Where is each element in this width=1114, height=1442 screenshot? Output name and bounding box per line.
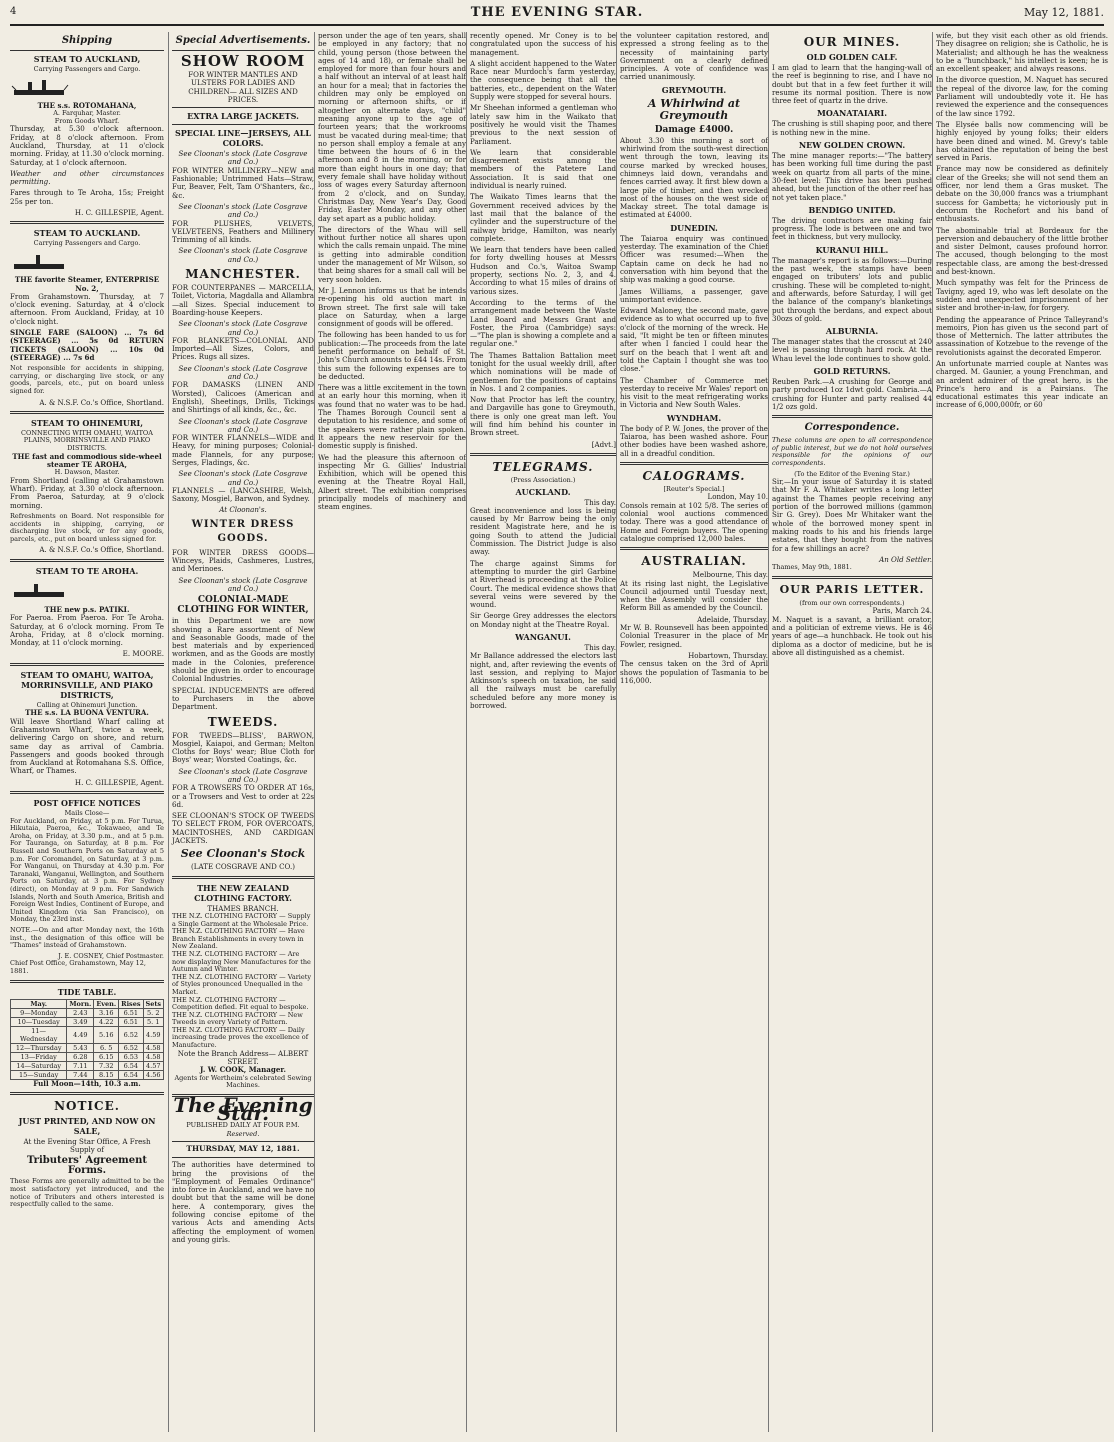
tide-col-header: Sets — [143, 999, 164, 1008]
mine-report: The mine manager reports:—"The battery has been working full time during the past week on quartz from all parts of the mine. 30-feet level: This drive has been pushed ahead, but the junction of the other reef has not yet taken place." — [772, 151, 932, 202]
dateline-wanganui: WANGANUI. — [515, 632, 571, 642]
table-row — [11, 1017, 164, 1026]
whirlwind-heading: A Whirlwind at Greymouth — [647, 96, 741, 122]
paris-letter-paragraph: An unfortunate married couple at Nantes was charged. M. Gaunier, a young Frenchman, and an ardent admirer of the great hero, is the Prince's hero and is a Pairsians. The educational estimates this year indicate an increase of 6,000,000fr, or 60 — [936, 358, 1108, 410]
tide-cell: 6.52 — [119, 1026, 143, 1043]
branch-address: Note the Branch Address— ALBERT STREET. — [177, 1048, 309, 1066]
tide-cell: 4.56 — [143, 1070, 164, 1079]
editorial-date: THURSDAY, MAY 12, 1881. — [186, 1143, 300, 1153]
letter-date: Thames, May 9th, 1881. — [772, 563, 852, 572]
tide-col-header: May. — [11, 999, 67, 1008]
tide-cell: 15—Sunday — [11, 1070, 67, 1079]
news-paragraph: We learn that considerable disagreement exists among the members of the Patetere Land Association. It is said that one individual is nearly ruined. — [470, 147, 616, 191]
table-row — [11, 1061, 164, 1070]
correspondence-note: These columns are open to all correspondence of public interest, but we do not hold ourselves responsible for the opinions of our correspondents. — [772, 436, 932, 467]
divider — [10, 221, 164, 224]
tide-cell: 6.28 — [67, 1052, 94, 1061]
agent-signature: A. & N.S.F. Co.'s Office, Shortland. — [39, 397, 164, 407]
telegram-paragraph: Mr Ballance addressed the electors last night, and, after reviewing the events of last session, and replying to Major Atkinson's speech on taxation, he said all the railways must be carefully scheduled before any more money is borrowed. — [470, 651, 616, 711]
steamship-icon — [10, 250, 70, 272]
telegram-paragraph: James Williams, a passenger, gave unimportant evidence. — [620, 286, 768, 304]
tide-col-header: Morn. — [67, 999, 94, 1008]
tide-cell: 13—Friday — [11, 1052, 67, 1061]
news-paragraph: Mr Sheehan informed a gentleman who lately saw him in the Waikato that positively he would visit the Thames previous to the next session of Parliament. — [470, 103, 616, 146]
ad-subheading: Carrying Passengers and Cargo. — [33, 239, 141, 248]
agent-signature: H. C. GILLESPIE, Agent. — [74, 777, 164, 787]
tide-cell: 7.44 — [67, 1070, 94, 1079]
mine-heading: ALBURNIA. — [825, 326, 879, 337]
news-paragraph: recently opened. Mr Coney is to be congratulated upon the success of his management. — [470, 32, 616, 57]
editorial-paragraph: Mr J. Lennon informs us that he intends re-opening his old auction mart in Brown street. The first sale will take place on Saturday, when a large consignment of goods will be offered. — [318, 285, 466, 329]
notice-heading: NOTICE. — [54, 1098, 120, 1113]
this-day: This day. — [584, 497, 616, 507]
paris-letter-heading: OUR PARIS LETTER. — [779, 582, 925, 596]
advt-mark: [Advt.] — [591, 439, 616, 449]
tide-cell: 4.57 — [143, 1061, 164, 1070]
tide-cell: 10—Tuesday — [11, 1017, 67, 1026]
tide-cell: 5. 1 — [143, 1017, 164, 1026]
liability-note: Not responsible for accidents in shipping, carrying, or discharging live stock, or any goods, parcels, etc., put on board unless signed for. — [10, 364, 164, 395]
paris-letter-paragraph: Pending the appearance of Prince Talleyrand's memoirs, Pion has given us the second part of those of Metternich. The latter attributes the assassination of Kotzebue to the revenge of the revolutionists against the decorated Emperor. — [936, 314, 1108, 357]
dateline-melbourne: Melbourne, This day. — [692, 570, 768, 580]
tide-cell: 6.53 — [119, 1052, 143, 1061]
tide-cell: 7.11 — [67, 1061, 94, 1070]
notice-text: At the Evening Star Office, A Fresh Supply of — [23, 1136, 151, 1155]
tide-cell: 8.15 — [94, 1070, 119, 1079]
mine-heading: OLD GOLDEN CALF. — [806, 52, 898, 62]
post-office-subheading: Mails Close— — [64, 809, 110, 818]
schedule-text: From Grahamstown. Thursday, at 7 o'clock evening. Saturday, at 4 o'clock afternoon. From Auckland, Friday, at 10 o'clock night. — [10, 291, 164, 326]
dress-goods-text: FOR WINTER DRESS GOODS—Winceys, Plaids, Cashmeres, Lustres, and Merinoes. — [172, 547, 314, 574]
tide-cell: 6.54 — [119, 1070, 143, 1079]
fares-text: Fares through to Te Aroha, 15s; Freight 25s per ton. — [10, 188, 164, 206]
tweeds-heading: TWEEDS. — [207, 714, 279, 729]
tide-cell: 4.22 — [94, 1017, 119, 1026]
agents-note: Agents for Wertheim's celebrated Sewing Machines. — [174, 1073, 312, 1090]
full-moon-note: Full Moon—14th, 10.3 a.m. — [33, 1078, 141, 1088]
millinery-text: FOR WINTER MILLINERY—NEW and Fashionable; Untrimmed Hats—Straw, Fur, Beaver, Felt, Tam O'Shanters, &c., &c. — [172, 165, 314, 200]
list-item: THE N.Z. CLOTHING FACTORY — Supply a Single Garment at the Wholesale Price. — [172, 911, 311, 928]
cable-paragraph: Consols remain at 102 5/8. The series of colonial wool auctions commenced today. There was a good attendance of Home and Foreign buyers. The opening catalogue comprised 12,000 bales. — [620, 500, 768, 543]
gold-returns-text: Reuben Park.—A crushing for George and party produced 1oz 1dwt gold. Cambria.—A crushing for Hunter and party realised 44 1/2 ozs gold. — [772, 377, 932, 411]
schedule-text: Will leave Shortland Wharf calling at Grahamstown Wharf, twice a week, delivering Cargo on shore, and return same day as arrival of Cambria. Passengers and goods booked through from Auckland at Rotomahana S.S. Office, Wharf, or Thames. — [10, 716, 164, 776]
ship-name: THE favorite Steamer, ENTERPRISE No. 2, — [14, 275, 160, 293]
divider — [10, 411, 164, 414]
ad-heading: STEAM TO AUCKLAND. — [33, 228, 141, 239]
editorial-paragraph: There was a little excitement in the town at an early hour this morning, when it was found that no water was to be had. The Thames Borough Council sent a deputation to his residence, and some of the speakers were rather plain spoken. It appears the new reservoir for the domestic supply is finished. — [318, 383, 466, 451]
letter-signature: An Old Settler. — [879, 554, 932, 564]
flannels-text: FLANNELS — (LANCASHIRE, Welsh, Saxony, Mosgiel, Barwon, and Sydney. — [172, 485, 314, 504]
telegram-paragraph: About 3.30 this morning a sort of whirlwind from the south-west direction went through the town, leaving its course marked by wrecked houses, chimneys laid down, verandahs and fences carried away. It first blew down a large pile of timber, and then wrecked most of the houses on the west side of Mackay street. The total damage is estimated at £4000. — [620, 135, 768, 220]
cable-paragraph: Mr W. B. Rounsevell has been appointed Colonial Treasurer in the place of Mr Fowler, resigned. — [620, 623, 768, 649]
nz-clothing-heading: THE NEW ZEALAND CLOTHING FACTORY. — [194, 882, 292, 903]
mine-heading: NEW GOLDEN CROWN. — [798, 140, 906, 151]
dateline-hobart: Hobartown, Thursday. — [688, 650, 768, 660]
divider — [470, 453, 616, 456]
letter-body: Sir,—In your issue of Saturday it is stated that Mr F. A. Whitaker writes a long letter against the Thames people receiving any portion of the borrowed millions (gammon Sir G. Grey). Does Mr Whitaker want the whole of the borrowed money spent in making roads to his and his friends large estates, that they bought from the natives for a few shillings an acre? — [772, 477, 932, 553]
cloonan-note: See Cloonan's stock (Late Cosgrave and Co.) — [178, 416, 308, 434]
liability-note: Refreshments on Board. Not responsible for accidents in shipping, carrying, or discharging live stock, or for any goods, parcels, etc., put on board unless signed for. — [10, 512, 164, 543]
notice-body: These Forms are generally admitted to be the most satisfactory yet introduced, and the notice of Tributers and others interested is respectfully called to the same. — [10, 1177, 164, 1209]
divider — [620, 462, 768, 465]
list-item: THE N.Z. CLOTHING FACTORY — Have Branch Establishments in every town in New Zealand. — [172, 927, 305, 951]
fares-text: SINGLE FARE (SALOON) ... 7s 6d (STEERAGE) ... 5s 0d RETURN TICKETS (SALOON) ... 10s 0d (STEERAGE) ... 7s 6d — [10, 328, 164, 362]
tide-cell: 4.58 — [143, 1052, 164, 1061]
reserved-note: Reserved. — [226, 1129, 260, 1138]
divider — [172, 50, 314, 51]
editorial-paragraph: The following has been handed to us for publication:—The proceeds from the late benefit performance on behalf of St. John's Church amounts to £44 14s. From this sum the following expenses are to be deducted. — [318, 330, 466, 381]
press-association: (Press Association.) — [510, 475, 576, 484]
paper-title: The Evening Star. — [173, 1092, 313, 1126]
calograms-heading: CALOGRAMS. — [642, 468, 746, 483]
trousers-text: FOR A TROWSERS TO ORDER AT 16s, or a Trowsers and Vest to order at 22s 6d. — [172, 783, 314, 809]
ship-name: THE s.s. LA BUONA VENTURA. — [25, 708, 149, 718]
ship-name: THE fast and commodious side-wheel steamer TE AROHA, — [12, 451, 162, 469]
telegram-paragraph: The body of P. W. Jones, the prover of the Taiaroa, has been washed ashore. Four other bodies have been washed ashore, all in a dreadful condition. — [620, 423, 768, 458]
editorial-lead: The authorities have determined to bring the provisions of the "Employment of Females Ordinance" into force in Auckland, and we have no doubt but that the same will be done here. A contemporary, gives the following concise epitome of the various Acts and amending Acts affecting the employment of women and young girls. — [172, 1160, 314, 1244]
issue-date: May 12, 1881. — [1023, 6, 1104, 19]
colonial-clothing-heading: COLONIAL-MADE CLOTHING FOR WINTER, — [177, 595, 309, 616]
cloonan-note: See Cloonan's stock (Late Cosgrave and Co.) — [178, 575, 308, 593]
telegram-paragraph: the volunteer capitation restored, and expressed a strong feeling as to the necessity of maintaining party Government on a clearly defined principles. A vote of confidence was carried unanimously. — [620, 32, 768, 82]
mine-report: The driving contractors are making fair progress. The lode is between one and two feet in thickness, but very mullocky. — [772, 215, 932, 242]
tide-col-header: Even. — [94, 999, 119, 1008]
ad-subheading: CONNECTING WITH OMAHU, WAITOA PLAINS, MORRINSVILLE AND PIAKO DISTRICTS. — [21, 428, 153, 453]
news-paragraph: According to the terms of the arrangement made between the Waste Land Board and Messrs Grant and Foster, the Piroa (Cambridge) says:—"The plan is showing a complete and a regular one." — [470, 297, 616, 349]
tide-cell: 6.51 — [119, 1008, 143, 1017]
published-note: PUBLISHED DAILY AT FOUR P.M. — [186, 1121, 300, 1130]
cloonan-note: See Cloonan's stock (Late Cosgrave and Co.) — [178, 149, 308, 167]
notice-subheading: JUST PRINTED, AND NOW ON SALE, — [18, 1115, 156, 1136]
ad-heading: STEAM TO TE AROHA. — [35, 565, 139, 576]
tide-cell: 11—Wednesday — [11, 1026, 67, 1043]
table-row — [11, 1052, 164, 1061]
agent-signature: A. & N.S.F. Co.'s Office, Shortland. — [39, 545, 164, 555]
show-room-text: FOR WINTER MANTLES AND ULSTERS FOR LADIES AND CHILDREN— ALL SIZES AND PRICES. — [188, 70, 298, 104]
dateline-auckland: AUCKLAND. — [515, 486, 571, 497]
weather-note: Weather and other circumstances permitting. — [10, 168, 164, 187]
telegram-paragraph: The charge against Simms for attempting to murder the girl Garbine at Riverhead is proceeding at the Police Court. The medical evidence shows that several veins were severed by the wound. — [470, 558, 616, 610]
dateline-dunedin: DUNEDIN. — [670, 222, 718, 233]
this-day: This day. — [584, 643, 616, 652]
mine-heading: KURANUI HILL. — [815, 244, 889, 255]
paris-letter-paragraph: In the divorce question, M. Naquet has secured the repeal of the divorce law, for the coming Parliament will undoubtedly vote it. He has reviewed the experience and the consequences of the law since 1792. — [936, 75, 1108, 118]
cloonan-note: See Cloonan's stock (Late Cosgrave and Co.) — [178, 469, 308, 487]
steamship-icon — [10, 76, 70, 98]
jerseys-heading: SPECIAL LINE—JERSEYS, ALL COLORS. — [174, 128, 312, 149]
column-editorial — [314, 32, 469, 1432]
ad-heading: STEAM TO OMAHU, WAITOA, MORRINSVILLE, AND PIAKO DISTRICTS, — [20, 669, 154, 700]
mine-heading: BENDIGO UNITED. — [808, 204, 896, 215]
postmaster-signature: J. E. COSNEY, Chief Postmaster. — [58, 951, 164, 960]
telegram-paragraph: The Taiaroa enquiry was continued yesterday. The examination of the Chief Officer was resumed:—When the Captain came on deck he had no conversation with him beyond that the ship was making a good course. — [620, 233, 768, 285]
tide-cell: 4.58 — [143, 1043, 164, 1052]
gold-returns-heading: GOLD RETURNS. — [813, 366, 891, 377]
tide-cell: 6.15 — [94, 1052, 119, 1061]
cable-paragraph: At its rising last night, the Legislative Council adjourned until Tuesday next, when the Assembly will consider the Reform Bill as amended by the Council. — [620, 578, 768, 613]
paris-letter-paragraph: wife, but they visit each other as old friends. They disagree on religion; she is Catholic, he is Materialist; and although he has the weakness to be a "hunchback," his intellect is keen; he is an excellent speaker, and always reasons. — [936, 32, 1108, 74]
plushes-text: FOR PLUSHES, VELVETS, VELVETEENS, Feathers and Millinery Trimming of all kinds. — [172, 218, 314, 245]
divider — [10, 559, 164, 562]
list-item: THE N.Z. CLOTHING FACTORY — Competition defied. Fit equal to bespoke. — [172, 995, 309, 1012]
ad-heading: STEAM TO OHINEMURI, — [30, 417, 144, 428]
ship-name: THE s.s. ROTOMAHANA, — [37, 100, 137, 110]
tide-col-header: Rises — [119, 999, 143, 1008]
divider — [10, 50, 164, 51]
dateline-greymouth: GREYMOUTH. — [661, 84, 727, 95]
tide-table-header — [11, 999, 164, 1008]
telegram-paragraph: Sir George Grey addresses the electors on Monday night at the Theatre Royal. — [470, 611, 616, 629]
tide-cell: 5.43 — [67, 1043, 94, 1052]
reuters-special: [Reuter's Special.] — [663, 484, 725, 493]
dress-goods-heading: WINTER DRESS GOODS. — [191, 518, 295, 544]
divider — [772, 576, 932, 579]
news-paragraph: Now that Proctor has left the country, and Dargaville has gone to Greymouth, there is only one great man left. You will find him behind his counter in Brown street. — [470, 395, 616, 438]
list-item: THE N.Z. CLOTHING FACTORY — Are now displaying New Manufactures for the Autumn and Winter. — [172, 949, 311, 974]
divider — [172, 124, 314, 125]
damage-heading: Damage £4000. — [654, 124, 734, 135]
table-row — [11, 1026, 164, 1043]
tide-cell: 3.49 — [67, 1017, 94, 1026]
newspaper-title: THE EVENING STAR. — [470, 5, 644, 20]
paris-letter-sub: (from our own correspondents.) — [799, 598, 905, 607]
telegram-paragraph: The Chamber of Commerce met yesterday to receive Mr Wales' report on his visit to the meat refrigerating works in Victoria and New South Wales. — [620, 375, 768, 410]
cloonan-note: See Cloonan's stock (Late Cosgrave and Co.) — [178, 246, 308, 264]
post-office-heading: POST OFFICE NOTICES — [33, 798, 141, 809]
news-paragraph: We learn that tenders have been called for forty dwelling houses at Messrs Hudson and Co.'s, Waitoa Swamp property, sections No. 2, 3, and 4. According to what 15 miles of drains of various sizes. — [470, 245, 616, 296]
dateline-wyndham: WYNDHAM. — [666, 412, 722, 423]
paris-letter-paragraph: Much sympathy was felt for the Princess de Tavigny, aged 19, who was left desolate on the sudden and unexpected imprisonment of her sister and brother-in-law, for forgery. — [936, 278, 1108, 313]
editorial-paragraph: person under the age of ten years, shall be employed in any factory; that no child, young person (those between the ages of 14 and 18), or female shall be employed for more than four hours and a half without an interval of at least half an hour for a meal; that in factories the children may only be employed on morning or afternoon shifts, or if altogether on alternate days, "child" meaning anyone up to the age of fourteen years; that the workrooms must be vacated during meal-time; that no person shall employ a female at any time between the hours of 6 in the afternoon and 8 in the morning, or for more than eight hours in one day; that every female shall have holiday without loss of wages every Saturday afternoon from 2 o'clock, and on Sunday, Christmas Day, New Year's Day, Good Friday, Easter Monday, and any other day set apart as a public holiday. — [318, 32, 466, 223]
list-item: THE N.Z. CLOTHING FACTORY — Variety of Styles pronounced Unequalled in the Market. — [172, 972, 312, 996]
damasks-text: FOR DAMASKS (LINEN AND Worsted), Calicoes (American and English), Sheetings, Drills, Tickings and Shirtings of all kinds, &c., &c. — [172, 380, 314, 415]
cloonan-note: See Cloonan's stock (Late Cosgrave and Co.) — [178, 363, 308, 382]
manager-signature: J. W. COOK, Manager. — [200, 1065, 286, 1075]
tide-cell: 6.52 — [119, 1043, 143, 1052]
column-mines — [768, 32, 935, 1432]
tide-cell: 6. 5 — [94, 1043, 119, 1052]
tide-cell: 12—Thursday — [11, 1043, 67, 1052]
mine-report: The crushing is still shaping poor, and there is nothing new in the mine. — [772, 119, 932, 137]
tide-cell: 5. 2 — [143, 1008, 164, 1017]
tide-cell: 3.16 — [94, 1008, 119, 1017]
tide-table — [10, 999, 164, 1080]
divider — [172, 876, 314, 879]
winter-flannels-text: FOR WINTER FLANNELS—WIDE and Heavy, for mining purposes; Colonial-made Flannels, for any purpose; Serges, Fladings, &c. — [172, 433, 314, 467]
australian-heading: AUSTRALIAN. — [641, 554, 747, 569]
divider — [10, 1092, 164, 1095]
cloonan-stock-heading: See Cloonan's Stock — [180, 847, 306, 861]
thames-branch: THAMES BRANCH. — [207, 903, 279, 913]
divider — [10, 980, 164, 983]
departure-point: From Goods Wharf. — [54, 116, 120, 125]
divider — [172, 1141, 314, 1142]
list-item: THE N.Z. CLOTHING FACTORY — Daily increasing trade proves the excellence of Manufacture. — [172, 1025, 309, 1050]
schedule-text: For Paeroa. From Paeroa. For Te Aroha. Saturday, at 6 o'clock morning. From Te Aroha, Friday, at 8 o'clock morning. Monday, at 11 o'clock morning. — [10, 613, 164, 648]
divider — [10, 791, 164, 794]
show-room-heading: SHOW ROOM — [180, 52, 306, 70]
tide-cell: 7.32 — [94, 1061, 119, 1070]
schedule-text: From Shortland (calling at Grahamstown Wharf). Friday, at 3.30 o'clock afternoon. From Paeroa, Saturday, at 9 o'clock morning. — [10, 475, 164, 510]
telegram-paragraph: Great inconvenience and loss is being caused by Mr Barrow being the only resident Magistrate here, and he is going South to attend the Judicial Commission. The District Judge is also away. — [470, 505, 616, 557]
ship-name: THE new p.s. PATIKI. — [44, 605, 130, 614]
agent-signature: E. MOORE. — [122, 649, 164, 659]
colonial-clothing-text: in this Department we are now showing a Rare assortment of New and Seasonable Goods, made of the best materials and by experienced workmen, and as the Goods are mostly made in the Colonies, preference should be given in order to encourage Colonial Industries. — [172, 616, 314, 684]
ship-master: H. Dawson, Master. — [54, 468, 120, 477]
divider — [772, 415, 932, 418]
column-telegrams — [616, 32, 771, 1432]
to-editor: (To the Editor of the Evening Star.) — [794, 469, 910, 478]
jackets-heading: EXTRA LARGE JACKETS. — [187, 111, 299, 122]
tweeds-text: FOR TWEEDS—BLISS', BARWON, Mosgiel, Kaiapoi, and German; Melton Cloths for Boys' wear; Blue Cloth for Boys' wear; Worsted Coatings, &c. — [172, 730, 314, 765]
tide-cell: 2.43 — [67, 1008, 94, 1017]
paris-letter-body: M. Naquet is a savant, a brilliant orator, and a politician of extreme views. He is 46 years of age—a hunchback. He took out his diploma as a doctor of medicine, but he is above all distinguished as a chemist. — [772, 614, 932, 657]
tide-cell: 9—Monday — [11, 1008, 67, 1017]
news-paragraph: The Waikato Times learns that the Government received advices by the last mail that the balance of the cylinder and the superstructure of the railway bridge, Hamilton, was nearly complete. — [470, 192, 616, 243]
ad-subheading: Carrying Passengers and Cargo. — [33, 65, 141, 73]
dateline-london: London, May 10. — [707, 492, 768, 502]
mine-heading: MOANATAIARI. — [817, 108, 887, 119]
mine-report: The manager's report is as follows:—During the past week, the stamps have been engaged on tributers' lots and public crushing. These will be completed to-night, and afterwards, before Saturday, I will get the balance of the company's blanketings put through the berdans, and expect about 30ozs of gold. — [772, 255, 932, 323]
editorial-paragraph: We had the pleasure this afternoon of inspecting Mr G. Gillies' Industrial Exhibition, which will be opened this evening at the Theatre Royal Hall, Albert street. The exhibition comprises principally models of machinery and steam engines. — [318, 452, 466, 512]
column-news — [466, 32, 619, 1432]
paris-dateline: Paris, March 24. — [872, 606, 932, 616]
tide-cell: 5.16 — [94, 1026, 119, 1043]
special-ads-heading: Special Advertisements. — [175, 35, 311, 46]
tide-cell: 6.51 — [119, 1017, 143, 1026]
tributers-forms-title: Tributers' Agreement Forms. — [26, 1155, 148, 1177]
masthead — [10, 4, 1104, 26]
agent-signature: H. C. GILLESPIE, Agent. — [74, 208, 164, 218]
divider — [172, 1157, 314, 1158]
news-paragraph: The Thames Battalion Battalion meet tonight for the usual weekly drill, after which nominations will be made of gentlemen for the positions of captains in Nos. 1 and 2 companies. — [470, 350, 616, 393]
tide-cell: 14—Saturday — [11, 1061, 67, 1070]
table-row — [11, 1070, 164, 1079]
ship-master: A. Farquhar, Master. — [53, 109, 121, 118]
dateline-adelaide: Adelaide, Thursday. — [697, 614, 768, 624]
telegram-paragraph: Edward Maloney, the second mate, gave evidence as to what occurred up to five o'clock of the morning of the wreck. He said, "It might be ten or fifteen minutes after when I fancied I could hear the surf on the beach that I went aft and told the Captain I thought she was too close." — [620, 306, 768, 374]
divider — [10, 663, 164, 666]
post-office-address: Chief Post Office, Grahamstown, May 12, 1881. — [10, 959, 146, 975]
paris-letter-paragraph: The Elysée balls now commencing will be highly enjoyed by young folks; their elders have been dined and wined. M. Grevy's table has obtained the reputation of being the best served in Paris. — [936, 119, 1108, 163]
schedule-text: Thursday, at 5.30 o'clock afternoon. Friday, at 8 o'clock afternoon. From Auckland, Thursday, at 11 o'clock morning. Friday, at 11.30 o'clock morning. Saturday, at 1 o'clock afternoon. — [10, 124, 164, 167]
tide-cell: 6.54 — [119, 1061, 143, 1070]
late-cosgrave: (LATE COSGRAVE AND CO.) — [191, 862, 295, 872]
divider — [172, 107, 314, 108]
table-row — [11, 1008, 164, 1017]
tide-table-heading: TIDE TABLE. — [57, 986, 117, 997]
tide-cell: 4.49 — [67, 1026, 94, 1043]
editorial-paragraph: The directors of the Whau will sell without further notice all shares upon which the calls remain unpaid. The mine is getting into admirable condition under the management of Mr Wilson, so that being shares for a small call will be very soon holden. — [318, 224, 466, 284]
steamship-icon — [10, 580, 70, 602]
page-number: 4 — [10, 6, 17, 17]
mines-heading: OUR MINES. — [803, 35, 901, 49]
mine-report: The manager states that the crosscut at 240 level is passing through hard rock. At the Whau level the lode continues to show gold. — [772, 337, 932, 363]
ad-heading: STEAM TO AUCKLAND, — [33, 54, 141, 64]
stock-text: SEE CLOONAN'S STOCK OF TWEEDS TO SELECT FROM, FOR OVERCOATS, MACINTOSHES, AND CARDIGAN JACKETS. — [172, 811, 314, 846]
news-paragraph: A slight accident happened to the Water Race near Murdoch's farm yesterday, the consequence being that all the batteries, etc., dependent on the Water Supply were stopped for several hours. — [470, 58, 616, 102]
column-advertisements — [168, 32, 317, 1432]
blankets-text: FOR BLANKETS—COLONIAL AND Imported—All Sizes, Colors, and Prices. Rugs all sizes. — [172, 335, 314, 362]
counterpanes-text: FOR COUNTERPANES — MARCELLA, Toilet, Victoria, Magdalla and Allambra—all Sizes. Special inducement to Boarding-house Keepers. — [172, 283, 314, 317]
paris-letter-paragraph: France may now be considered as definitely clear of the Greeks; she will not send them an officer, nor lend them a Gras musket. The debate on the 30,000 francs was a triumphant success for Gambetta; he victoriously put in decorum the Rochefort and his band of enthusiasts. — [936, 164, 1108, 224]
at-cloonans: At Cloonan's. — [219, 505, 267, 515]
table-row — [11, 1043, 164, 1052]
column-shipping — [10, 32, 167, 1432]
column-paris-letter — [932, 32, 1111, 1432]
cloonan-note: See Cloonan's stock (Late Cosgrave and Co.) — [178, 319, 308, 337]
correspondence-heading: Correspondence. — [804, 422, 900, 434]
cloonan-note: See Cloonan's stock (Late Cosgrave and Co.) — [178, 766, 308, 784]
ad-subheading: Calling at Ohinemuri Junction. — [36, 700, 138, 709]
paris-letter-paragraph: The abominable trial at Bordeaux for the perversion and debauchery of the little brother and sister Delmont, causes profound horror. The accused, though belonging to the most respectable class, are among the best-dressed and best-known. — [936, 225, 1108, 277]
tide-cell: 4.59 — [143, 1026, 164, 1043]
post-office-note: NOTE.—On and after Monday next, the 16th inst., the designation of this office will be "Thames" instead of Grahamstown. — [10, 925, 164, 950]
cable-paragraph: The census taken on the 3rd of April shows the population of Tasmania to be 116,000. — [620, 659, 768, 685]
inducements-text: SPECIAL INDUCEMENTS are offered to Purchasers in the above Department. — [172, 685, 314, 712]
cloonan-note: See Cloonan's stock (Late Cosgrave and Co.) — [178, 201, 308, 220]
telegrams-heading: TELEGRAMS. — [492, 459, 594, 474]
mail-schedule: For Auckland, on Friday, at 5 p.m. For Turua, Hikutaia, Paeroa, &c., Tokawaeo, and Te Aroha, on Friday, at 3.30 p.m., and at 5 p.m. For Tauranga, on Saturday, at 8 p.m. For Russell and Southern Ports on Saturday at 5 p.m. For Coromandel, on Saturday, at 3 p.m. For Wanganui, on Thursday at 4.30 p.m. For Taranaki, Wanganui, Wellington, and Southern Ports on Saturday, at 3 p.m. For Sydney (direct), on Monday at 9 p.m. For Sandwich Islands, North and South America, British and Foreign West Indies, Continent of Europe, and United Kingdom (via San Francisco), on Monday, the 23rd inst. — [10, 816, 164, 924]
shipping-heading: Shipping — [61, 35, 113, 46]
manchester-heading: MANCHESTER. — [185, 267, 301, 282]
list-item: THE N.Z. CLOTHING FACTORY — New Tweeds in every Variety of Pattern. — [172, 1010, 303, 1027]
divider — [620, 547, 768, 550]
mine-report: I am glad to learn that the hanging-wall of the reef is beginning to rise, and I have no doubt but that in a few feet further it will resume its normal position. There is now three feet of quartz in the drive. — [772, 63, 932, 106]
